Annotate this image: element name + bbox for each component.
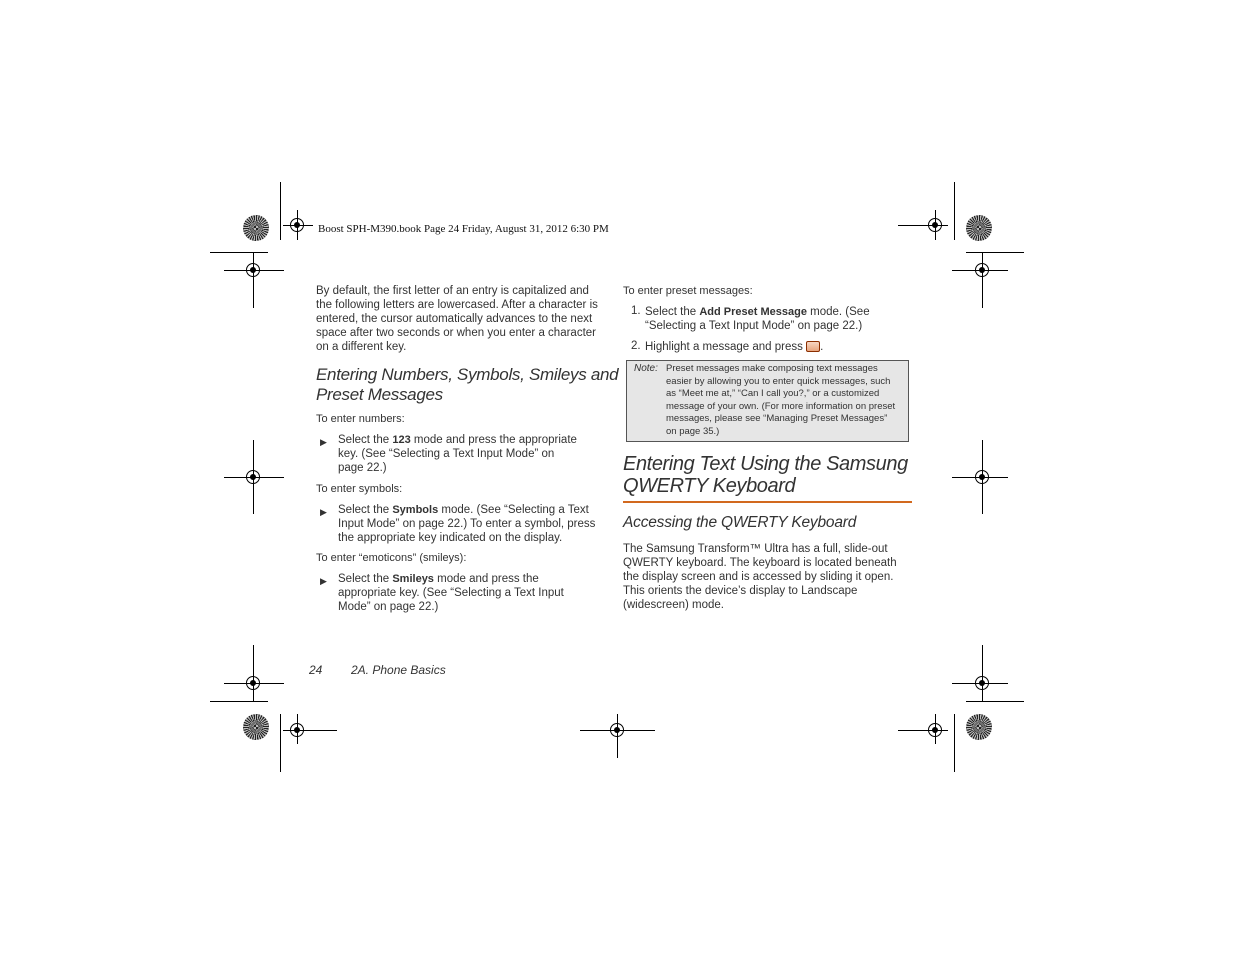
registration-crosshair-icon [246, 263, 260, 277]
registration-crosshair-icon [290, 218, 304, 232]
crop-mark [954, 182, 955, 240]
preset-lead: To enter preset messages: [623, 285, 753, 297]
crop-mark [280, 182, 281, 240]
step-number: 2. [631, 340, 641, 352]
crop-mark [210, 252, 268, 253]
registration-starburst-icon [243, 714, 269, 740]
crop-mark [210, 701, 268, 702]
crop-mark [954, 714, 955, 772]
smileys-lead: To enter “emoticons” (smileys): [316, 552, 467, 564]
section-name: 2A. Phone Basics [351, 663, 446, 677]
registration-crosshair-icon [246, 676, 260, 690]
list-item: Select the Smileys mode and press the appropriate key. (See “Selecting a Text Input Mode” on page 22.) [338, 573, 564, 613]
registration-crosshair-icon [928, 218, 942, 232]
main-heading: Entering Text Using the Samsung QWERTY Keyboard [623, 453, 908, 497]
intro-paragraph: By default, the first letter of an entry is capitalized and the following letters are lowercased. After a character is entered, the cursor automatically advances to the next space after two seconds or when you enter a character on a different key. [316, 285, 598, 353]
registration-crosshair-icon [246, 470, 260, 484]
list-item: Select the 123 mode and press the appropriate key. (See “Selecting a Text Input Mode” on page 22.) [338, 434, 577, 474]
registration-crosshair-icon [975, 676, 989, 690]
registration-starburst-icon [966, 215, 992, 241]
numbers-lead: To enter numbers: [316, 413, 405, 425]
registration-crosshair-icon [610, 723, 624, 737]
crop-mark [280, 714, 281, 772]
registration-crosshair-icon [290, 723, 304, 737]
menu-ok-key-icon [806, 341, 820, 352]
registration-crosshair-icon [975, 263, 989, 277]
bullet-arrow-icon: ▶ [320, 576, 327, 586]
registration-crosshair-icon [975, 470, 989, 484]
bullet-arrow-icon: ▶ [320, 437, 327, 447]
qwerty-paragraph: The Samsung Transform™ Ultra has a full, slide-out QWERTY keyboard. The keyboard is located beneath the display screen and is accessed by sliding it open. This orients the device’s display to Landscape (widescreen) mode. [623, 543, 897, 611]
page-number: 24 [309, 663, 323, 677]
registration-starburst-icon [966, 714, 992, 740]
bullet-arrow-icon: ▶ [320, 507, 327, 517]
registration-crosshair-icon [928, 723, 942, 737]
crop-mark [966, 701, 1024, 702]
registration-starburst-icon [243, 215, 269, 241]
step-number: 1. [631, 305, 641, 317]
note-text: Preset messages make composing text messages easier by allowing you to enter quick messages, such as “Meet me at,” “Can I call you?,” or a customized message of your own. (For more information on preset messages, please see “Managing Preset Messages” on page 35.) [666, 363, 896, 437]
book-info-slug: Boost SPH-M390.book Page 24 Friday, August 31, 2012 6:30 PM [318, 223, 609, 235]
list-item: Highlight a message and press . [645, 341, 824, 353]
list-item: Select the Symbols mode. (See “Selecting a Text Input Mode” on page 22.) To enter a symbol, press the appropriate key indicated on the display. [338, 504, 596, 544]
note-box [626, 360, 909, 442]
symbols-lead: To enter symbols: [316, 483, 403, 495]
note-label: Note: [634, 363, 658, 374]
heading-rule [623, 501, 912, 503]
crop-mark [966, 252, 1024, 253]
section-heading: Entering Numbers, Symbols, Smileys and Preset Messages [316, 365, 619, 404]
list-item: Select the Add Preset Message mode. (See “Selecting a Text Input Mode” on page 22.) [645, 306, 870, 332]
sub-heading: Accessing the QWERTY Keyboard [623, 514, 857, 531]
